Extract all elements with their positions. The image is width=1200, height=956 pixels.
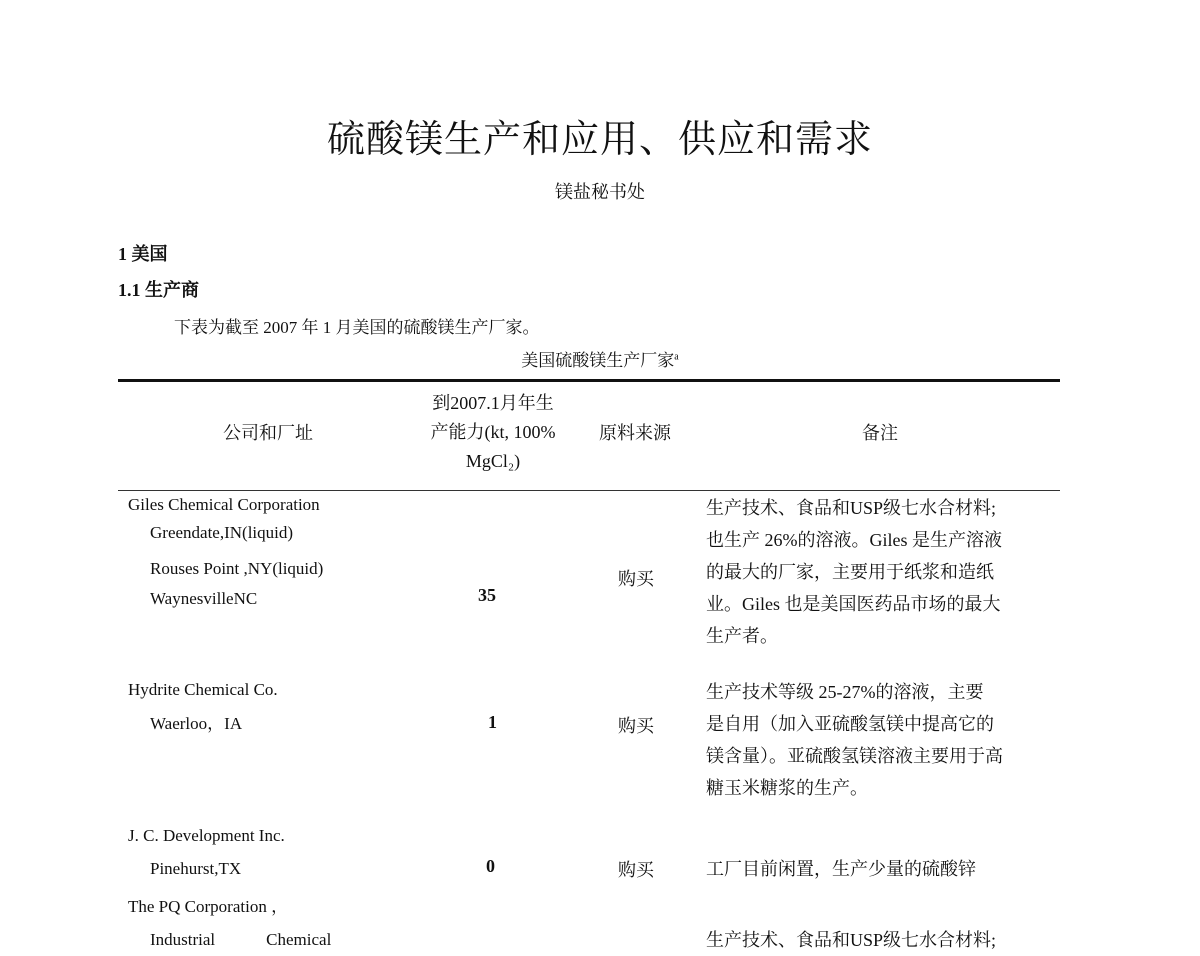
note-line: 镁含量）。亚硫酸氢镁溶液主要用于高 bbox=[706, 746, 1003, 766]
table-caption-text: 美国硫酸镁生产厂家 bbox=[521, 351, 675, 370]
table-row-capacity: 1 bbox=[488, 712, 497, 732]
note-line: 的最大的厂家，主要用于纸浆和造纸 bbox=[706, 562, 994, 582]
document-author: 镁盐秘书处 bbox=[555, 182, 645, 202]
header-capacity bbox=[408, 389, 578, 476]
table-row-source: 购买 bbox=[618, 569, 654, 589]
table-row-notes bbox=[706, 676, 1003, 804]
note-line: 业。Giles 也是美国医药品市场的最大 bbox=[706, 594, 1001, 614]
table-row-site: Greendate,IN(liquid) bbox=[150, 523, 294, 542]
note-line: 生产技术、食品和USP级七水合材料; bbox=[706, 498, 997, 518]
header-source: 原料来源 bbox=[599, 423, 671, 443]
note-line: 糖玉米糖浆的生产。 bbox=[706, 778, 868, 798]
table-row-company: J. C. Development Inc. bbox=[128, 826, 285, 845]
note-line: 工厂目前闲置，生产少量的硫酸锌 bbox=[706, 859, 976, 879]
table-row-site: Pinehurst,TX bbox=[150, 859, 242, 878]
note-line: 也生产 26%的溶液。Giles 是生产溶液 bbox=[706, 530, 1002, 550]
note-line: 是自用（加入亚硫酸氢镁中提高它的 bbox=[706, 714, 994, 734]
table-row-company: Hydrite Chemical Co. bbox=[128, 680, 278, 699]
table-row-notes bbox=[706, 492, 1002, 652]
table-top-rule bbox=[118, 379, 1060, 382]
table-row-company: Giles Chemical Corporation bbox=[128, 495, 320, 514]
header-capacity-line1: 到2007.1月年生 bbox=[432, 393, 554, 413]
note-line: 生产技术、食品和USP级七水合材料; bbox=[706, 930, 997, 950]
section-heading-1: 1 美国 bbox=[118, 244, 168, 264]
table-row-capacity: 35 bbox=[478, 585, 496, 605]
table-row-source: 购买 bbox=[618, 860, 654, 880]
table-row-company: The PQ Corporation ， bbox=[128, 897, 289, 916]
section-heading-1-1: 1.1 生产商 bbox=[118, 280, 199, 300]
table-row-site: Industrial Chemical bbox=[150, 930, 332, 949]
header-capacity-line3: MgCl₂) bbox=[465, 451, 521, 471]
table-row-capacity: 0 bbox=[486, 856, 495, 876]
note-line: 生产技术等级 25-27%的溶液，主要 bbox=[706, 682, 984, 702]
table-row-site: Waerloo，IA bbox=[150, 714, 243, 733]
intro-paragraph: 下表为截至 2007 年 1 月美国的硫酸镁生产厂家。 bbox=[174, 318, 540, 337]
table-row-site: WaynesvilleNC bbox=[150, 589, 258, 608]
header-capacity-line2: 产能力(kt, 100% bbox=[430, 422, 556, 442]
note-line: 生产者。 bbox=[706, 626, 778, 646]
table-row-notes bbox=[706, 853, 976, 885]
header-company: 公司和厂址 bbox=[223, 423, 313, 443]
table-caption bbox=[0, 346, 1200, 371]
table-row-source: 购买 bbox=[618, 716, 654, 736]
document-title: 硫酸镁生产和应用、供应和需求 bbox=[326, 119, 873, 161]
header-notes: 备注 bbox=[862, 423, 898, 443]
table-row-site: Rouses Point ,NY(liquid) bbox=[150, 559, 324, 578]
table-row-notes bbox=[706, 924, 996, 956]
table-caption-footnote-mark: a bbox=[674, 351, 679, 363]
